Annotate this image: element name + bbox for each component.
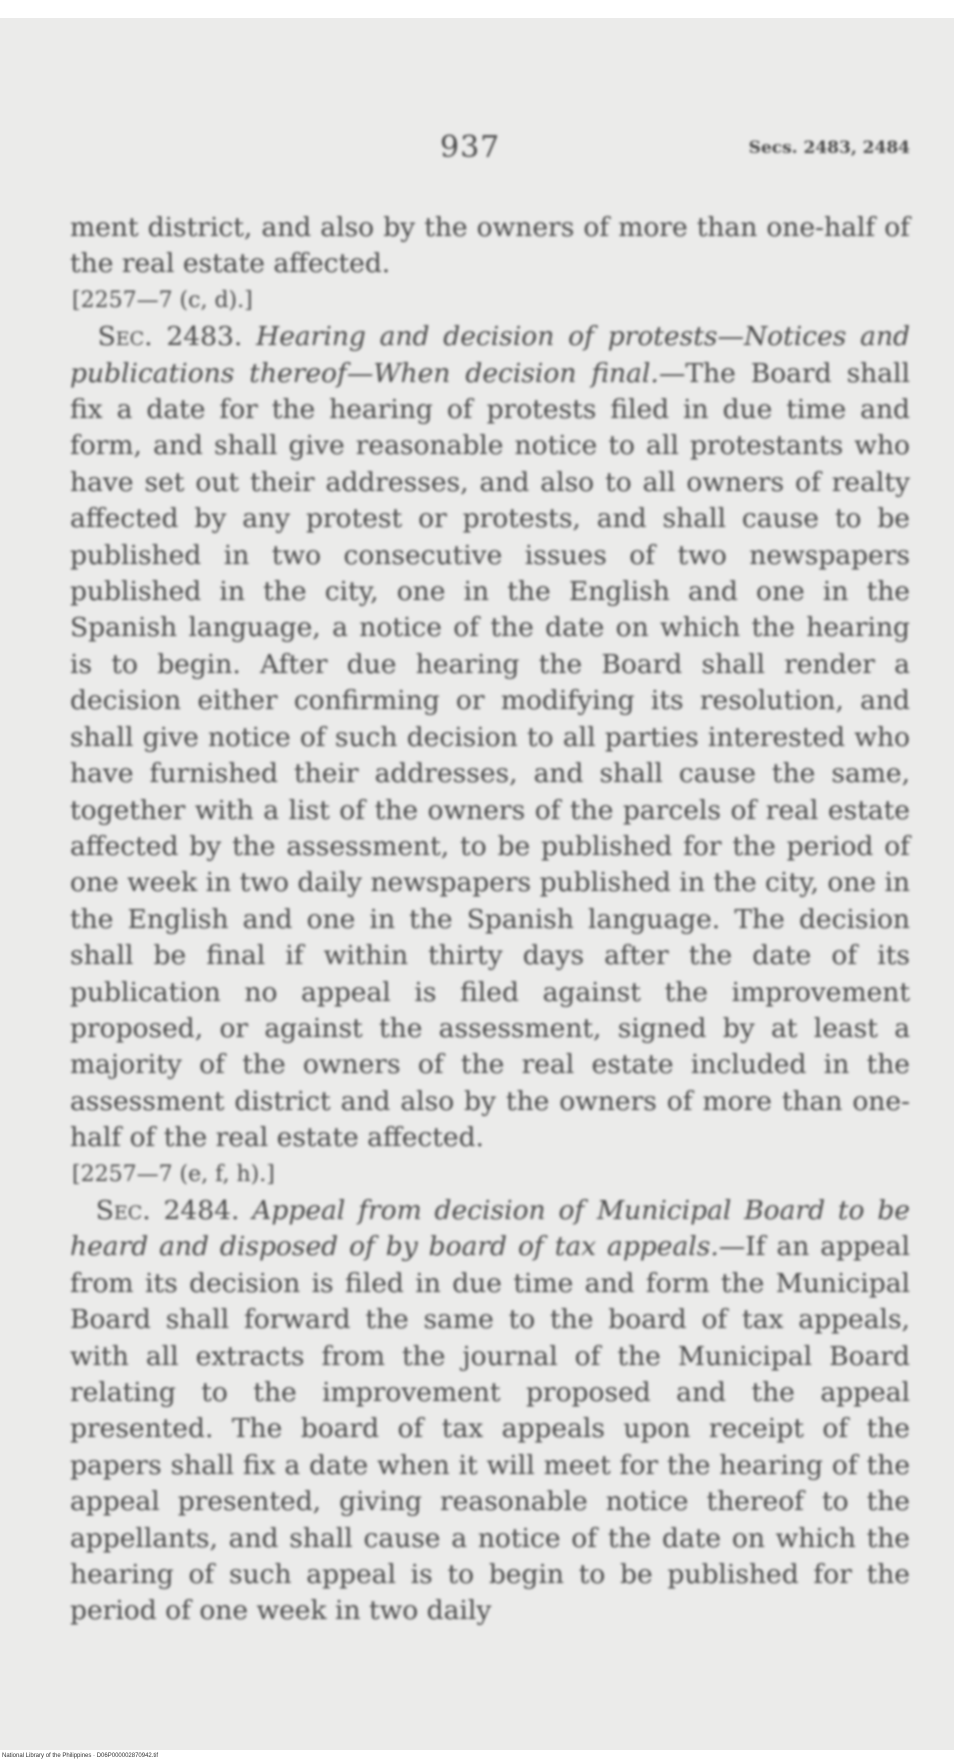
continuation-paragraph: ment district, and also by the owners of more than one-half of the real estate affected. [70, 212, 910, 280]
scanned-page [0, 18, 954, 1750]
running-head: Secs. 2483, 2484 [748, 138, 910, 158]
section-2484 [70, 1193, 910, 1630]
section-heading: Hearing and decision of protests—Notices and publications thereof—When decision final. [70, 321, 910, 389]
page-number: 937 [440, 130, 501, 165]
citation: [2257—7 (c, d).] [72, 287, 253, 313]
section-text: —If an appeal from its decision is filed in due time and form the Municipal Board shall forward the same to the board of tax appeals, with all extracts from the journal of the Municipal Board relating to the improvement proposed and the appeal presented. The board of tax appeals upon receipt of the papers shall fix a date when it will meet for the hearing of the appeal presented, giving reasonable notice thereof to the appellants, and shall cause a notice of the date on which the hearing of such appeal is to begin to be published for the period of one week in two daily [70, 1231, 910, 1627]
section-label: Sec. 2484. [95, 1194, 240, 1226]
section-heading: Appeal from decision of Municipal Board to be heard and disposed of by board of tax appeals. [70, 1194, 910, 1263]
page-body [70, 210, 910, 1630]
citation: [2257—7 (e, f, h).] [72, 1161, 275, 1187]
section-text: —The Board shall fix a date for the hearing of protests filed in due time and form, and shall give reasonable notice to all protestants who have set out their addresses, and also to all owners of realty affected by any protest or protests, and shall cause to be published in two consecutive issues of two newspapers published in the city, one in the English and one in the Spanish language, a notice of the date on which the hearing is to begin. After due hearing the Board shall render a decision either confirming or modifying its resolution, and shall give notice of such decision to all parties interested who have furnished their addresses, and shall cause the same, together with a list of the owners of the parcels of real estate affected by the assessment, to be published for the period of one week in two daily newspapers published in the city, one in the English and one in the Spanish language. The decision shall be final if within thirty days after the date of its publication no appeal is filed against the improvement proposed, or against the assessment, signed by at least a majority of the owners of the real estate included in the assessment district and also by the owners of more than one-half of the real estate affected. [70, 357, 910, 1154]
scan-footer: National Library of the Philippines · D06P000002870942.tif [2, 1753, 159, 1759]
section-label: Sec. 2483. [97, 321, 243, 353]
page-header [60, 130, 910, 170]
section-2483 [70, 319, 910, 1156]
